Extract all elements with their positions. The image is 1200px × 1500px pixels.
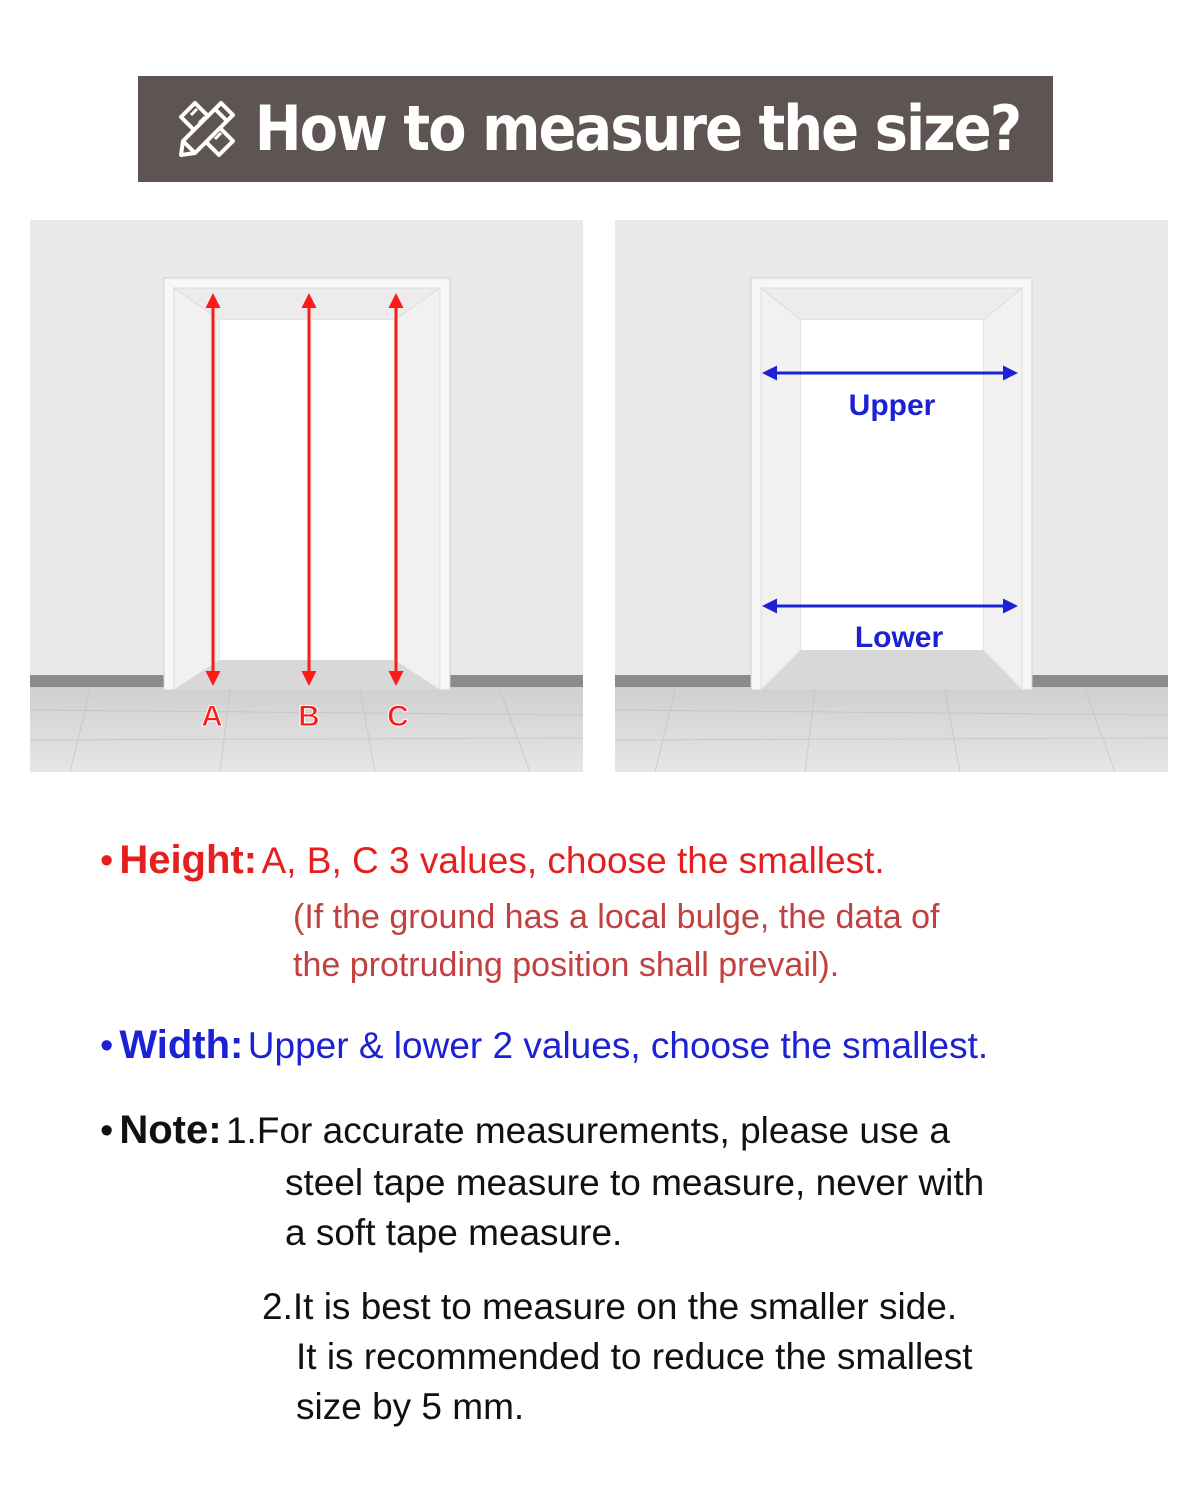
label-a: A	[201, 700, 223, 733]
label-lower: Lower	[854, 621, 944, 654]
pencil-ruler-icon	[171, 93, 243, 165]
label-b: B	[298, 700, 320, 733]
height-sub-line2: the protruding position shall prevail).	[293, 946, 840, 984]
note-instruction	[100, 1108, 950, 1153]
note-item1-line3: a soft tape measure.	[285, 1212, 623, 1253]
note-key: Note:	[119, 1108, 222, 1152]
note-item2-line3: size by 5 mm.	[296, 1386, 525, 1427]
bullet-icon: •	[100, 1025, 114, 1067]
note-item1-line2: steel tape measure to measure, never with	[285, 1162, 985, 1203]
width-diagram	[615, 220, 1168, 772]
note-item2-line1: 2.It is best to measure on the smaller side.	[262, 1286, 958, 1327]
height-instruction	[100, 838, 885, 883]
floor	[615, 685, 1168, 772]
label-c: C	[387, 700, 409, 733]
height-subnote	[293, 893, 939, 989]
note-item2-continued	[296, 1332, 973, 1432]
width-key: Width:	[119, 1023, 244, 1067]
width-instruction	[100, 1023, 988, 1068]
baseboard-left	[30, 675, 168, 687]
label-upper: Upper	[848, 389, 936, 422]
note-item1-line1: 1.For accurate measurements, please use a	[225, 1110, 950, 1151]
note-item1-continued	[285, 1158, 984, 1258]
note-item2	[262, 1282, 957, 1332]
baseboard-right	[444, 675, 583, 687]
width-diagram-svg	[615, 220, 1168, 772]
door-opening	[220, 320, 394, 660]
door-opening	[801, 320, 983, 650]
height-text: A, B, C 3 values, choose the smallest.	[261, 840, 885, 881]
height-diagram-svg	[30, 220, 583, 772]
height-diagram	[30, 220, 583, 772]
title-banner	[138, 76, 1053, 182]
baseboard-left	[615, 675, 751, 687]
height-key: Height:	[119, 838, 258, 882]
page-title: How to measure the size?	[254, 92, 1021, 166]
height-sub-line1: (If the ground has a local bulge, the data of	[293, 898, 940, 936]
width-text: Upper & lower 2 values, choose the smallest.	[247, 1025, 989, 1066]
bullet-icon: •	[100, 1110, 114, 1152]
baseboard-right	[1032, 675, 1168, 687]
bullet-icon: •	[100, 840, 114, 882]
note-item2-line2: It is recommended to reduce the smallest	[296, 1336, 973, 1377]
